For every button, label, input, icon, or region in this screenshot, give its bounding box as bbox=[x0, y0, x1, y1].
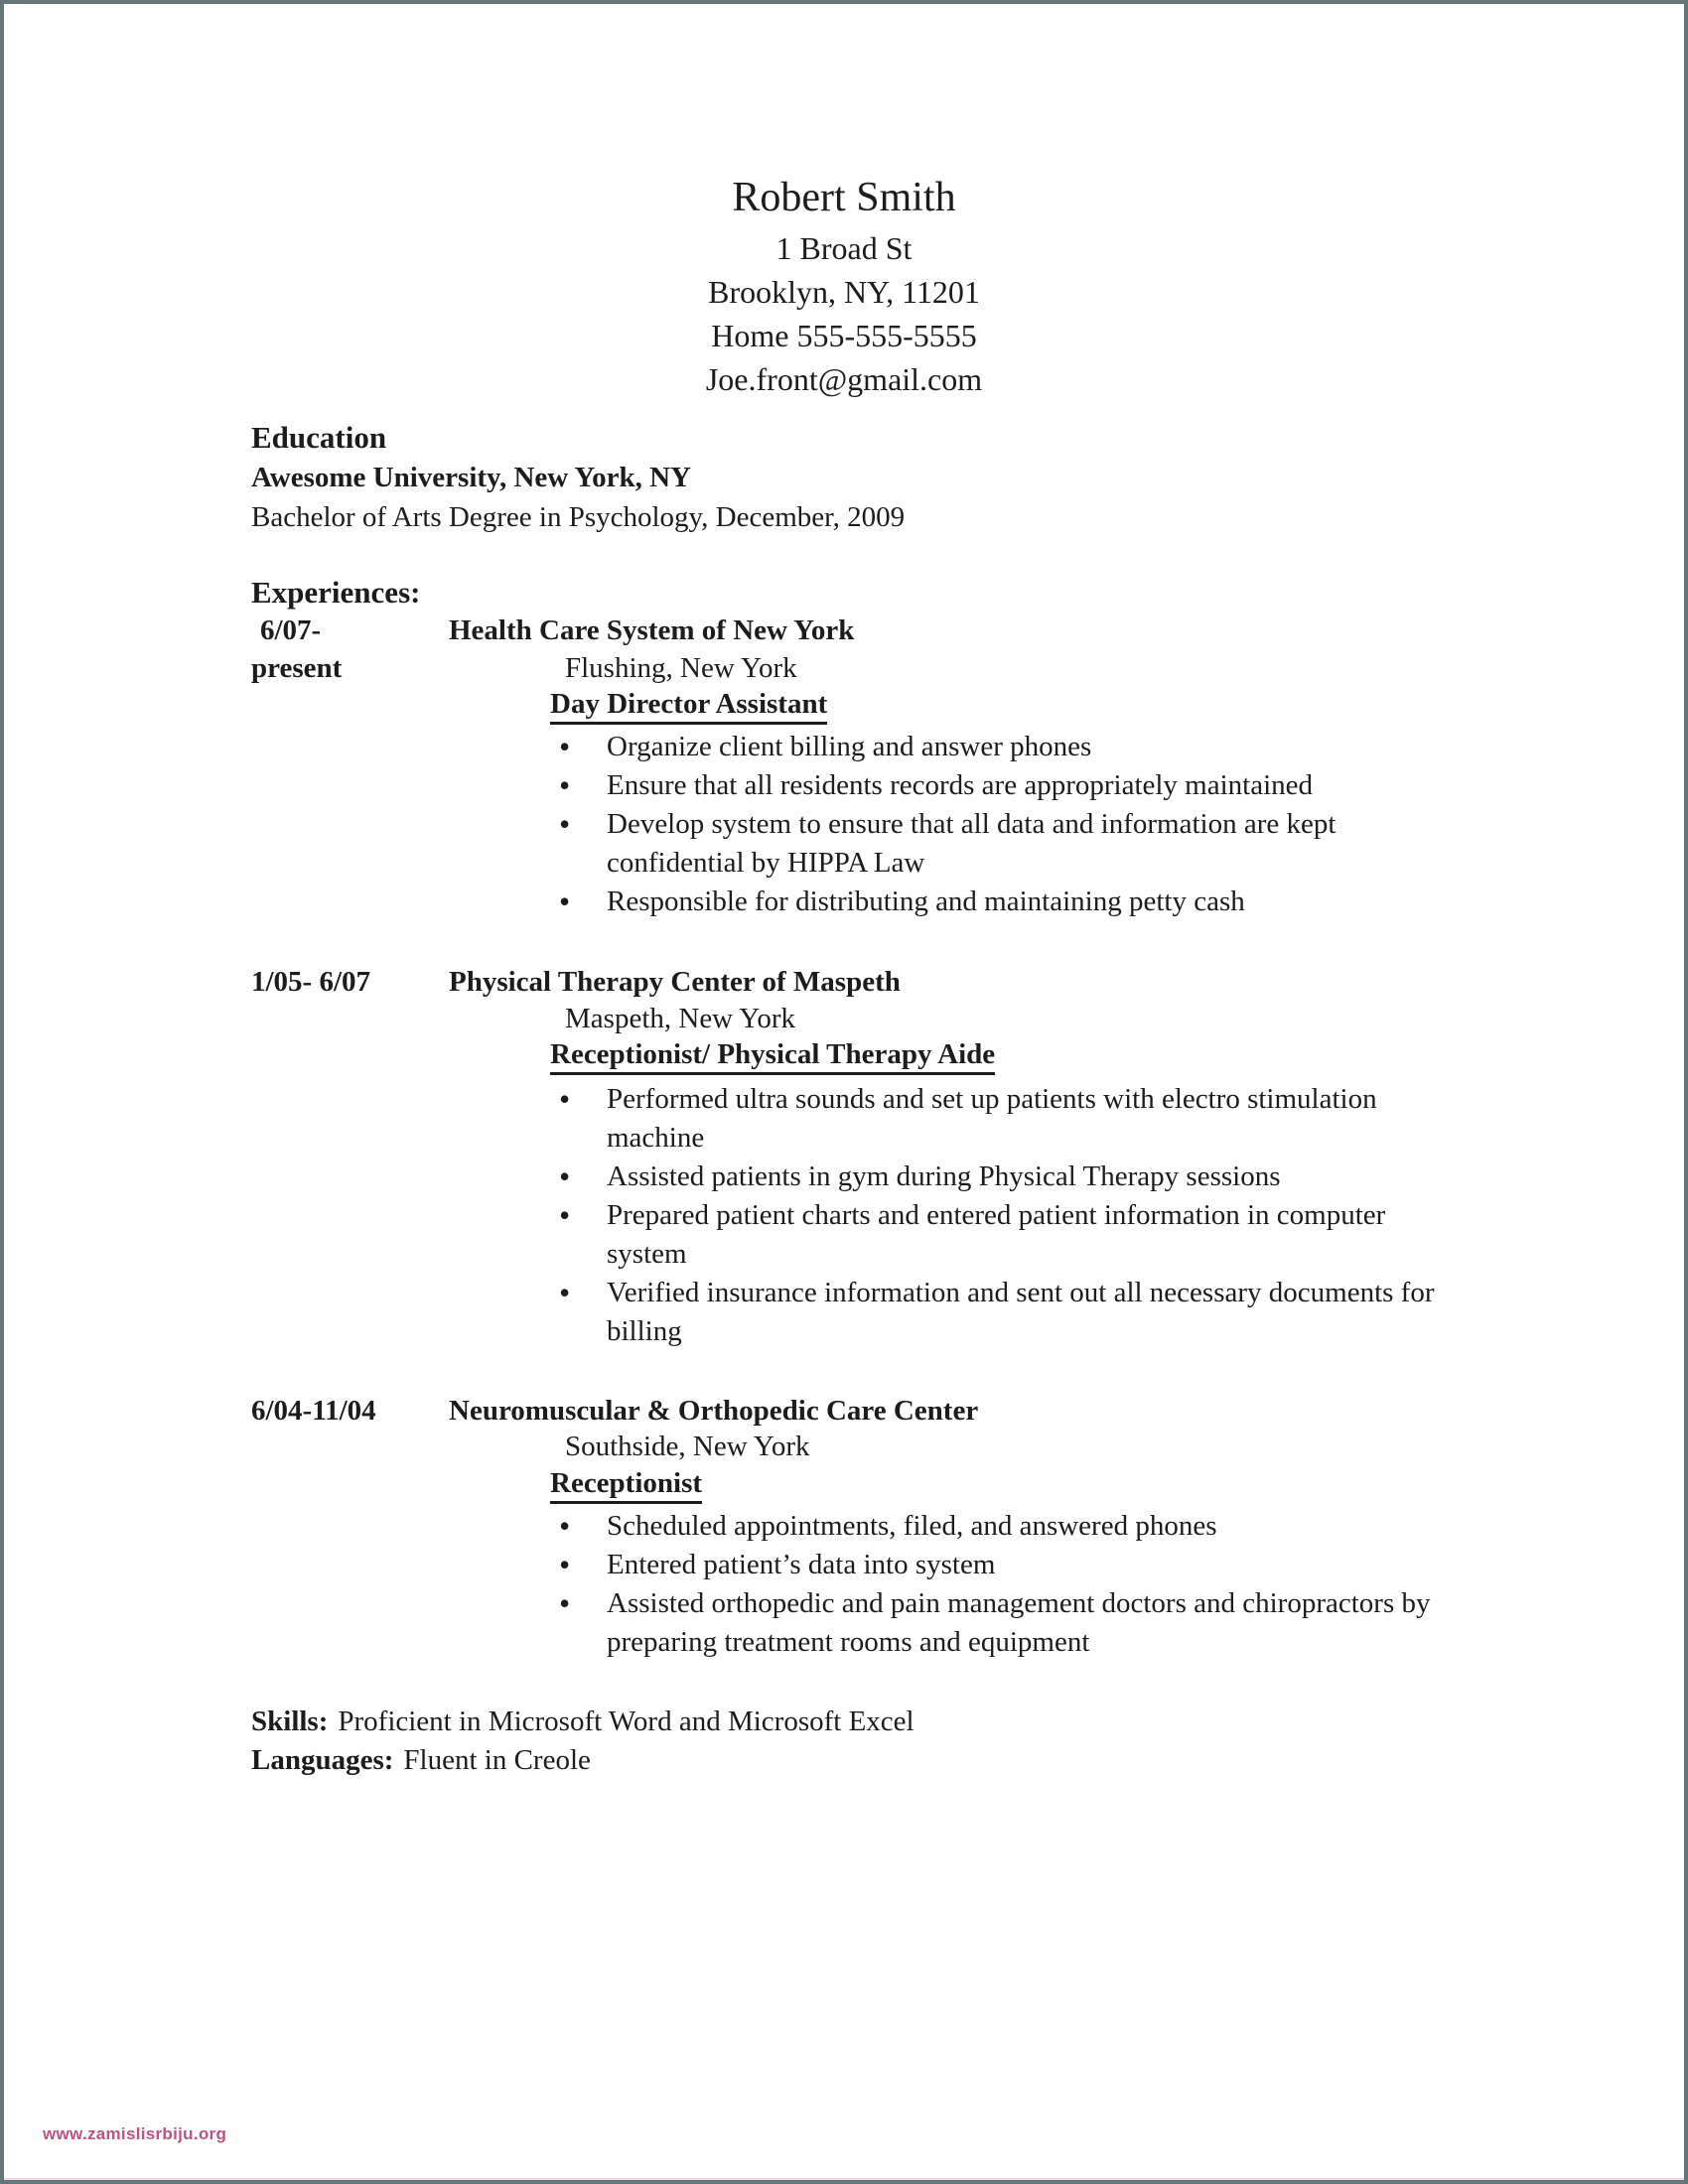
job3-company: Neuromuscular & Orthopedic Care Center bbox=[449, 1395, 979, 1427]
bullet-icon bbox=[559, 883, 570, 923]
job1-company: Health Care System of New York bbox=[449, 614, 855, 646]
job1-title-line bbox=[550, 687, 827, 725]
job2-dates: 1/05- 6/07 bbox=[251, 966, 371, 998]
bottom-accent-line bbox=[4, 2178, 1684, 2180]
person-name: Robert Smith bbox=[732, 175, 956, 220]
job2-company: Physical Therapy Center of Maspeth bbox=[449, 966, 901, 998]
job2-title: Receptionist/ Physical Therapy Aide bbox=[550, 1037, 995, 1075]
bullet-text: Verified insurance information and sent out all necessary documents for billing bbox=[607, 1277, 1435, 1347]
bullet-icon bbox=[559, 1196, 570, 1237]
languages-text: Fluent in Creole bbox=[403, 1744, 591, 1776]
bullet-icon bbox=[559, 805, 570, 846]
bullet-icon bbox=[559, 1507, 570, 1548]
education-school: Awesome University, New York, NY bbox=[251, 462, 691, 493]
contact-header bbox=[4, 169, 1684, 401]
job3-bullet-list bbox=[557, 1507, 1471, 1662]
job2-bullet bbox=[557, 1274, 1471, 1351]
bullet-text: Organize client billing and answer phones bbox=[607, 731, 1092, 762]
job2-bullet bbox=[557, 1080, 1471, 1158]
education-degree: Bachelor of Arts Degree in Psychology, December, 2009 bbox=[251, 501, 906, 533]
job1-bullet bbox=[557, 766, 1471, 805]
job3-title: Receptionist bbox=[550, 1466, 702, 1504]
email-address: Joe.front@gmail.com bbox=[705, 361, 983, 397]
job1-bullet bbox=[557, 805, 1471, 883]
bullet-text: Assisted patients in gym during Physical Therapy sessions bbox=[607, 1160, 1281, 1192]
bullet-icon bbox=[559, 766, 570, 807]
job1-bullet-list bbox=[557, 728, 1471, 921]
skills-section bbox=[251, 1703, 914, 1780]
job1-title: Day Director Assistant bbox=[550, 687, 827, 725]
job1-bullet bbox=[557, 883, 1471, 921]
job1-dates-line1: 6/07- bbox=[260, 614, 322, 646]
bullet-icon bbox=[559, 1158, 570, 1198]
languages-label: Languages: bbox=[251, 1744, 394, 1776]
languages-line bbox=[251, 1741, 914, 1780]
bullet-icon bbox=[559, 1080, 570, 1121]
job1-bullet bbox=[557, 728, 1471, 766]
job1-dates-line2: present bbox=[251, 652, 343, 684]
bullet-text: Entered patient’s data into system bbox=[607, 1549, 996, 1580]
education-section bbox=[251, 418, 905, 537]
bullet-icon bbox=[559, 1546, 570, 1586]
job3-bullet bbox=[557, 1507, 1471, 1546]
bullet-text: Performed ultra sounds and set up patients with electro stimulation machine bbox=[607, 1083, 1377, 1154]
watermark-url: www.zamislisrbiju.org bbox=[43, 2124, 227, 2143]
bullet-text: Scheduled appointments, filed, and answered phones bbox=[607, 1510, 1217, 1542]
bullet-icon bbox=[559, 1274, 570, 1314]
job2-bullet bbox=[557, 1158, 1471, 1196]
job3-dates: 6/04-11/04 bbox=[251, 1395, 376, 1427]
job3-bullet bbox=[557, 1584, 1471, 1662]
address-city: Brooklyn, NY, 11201 bbox=[708, 274, 980, 310]
education-heading: Education bbox=[251, 420, 387, 455]
experiences-heading: Experiences: bbox=[251, 575, 421, 610]
bullet-text: Prepared patient charts and entered patient information in computer system bbox=[607, 1199, 1386, 1270]
job2-title-line bbox=[550, 1037, 995, 1075]
phone-number: Home 555-555-5555 bbox=[711, 318, 977, 353]
skills-text: Proficient in Microsoft Word and Microsoft Excel bbox=[338, 1706, 914, 1737]
job2-location: Maspeth, New York bbox=[565, 1003, 795, 1034]
bullet-text: Develop system to ensure that all data and information are kept confidential by HIPPA Law bbox=[607, 808, 1336, 879]
bullet-text: Responsible for distributing and maintaining petty cash bbox=[607, 886, 1245, 917]
job2-bullet-list bbox=[557, 1080, 1471, 1351]
bullet-icon bbox=[559, 1584, 570, 1625]
job2-bullet bbox=[557, 1196, 1471, 1274]
bullet-icon bbox=[559, 728, 570, 768]
skills-line bbox=[251, 1703, 914, 1741]
job1-location: Flushing, New York bbox=[565, 652, 797, 684]
job3-bullet bbox=[557, 1546, 1471, 1584]
skills-label: Skills: bbox=[251, 1706, 329, 1737]
bullet-text: Assisted orthopedic and pain management doctors and chiropractors by preparing treatment rooms and equipment bbox=[607, 1587, 1431, 1658]
address-street: 1 Broad St bbox=[775, 230, 913, 266]
job3-location: Southside, New York bbox=[565, 1431, 810, 1462]
job3-title-line bbox=[550, 1466, 702, 1504]
bullet-text: Ensure that all residents records are appropriately maintained bbox=[607, 769, 1314, 801]
